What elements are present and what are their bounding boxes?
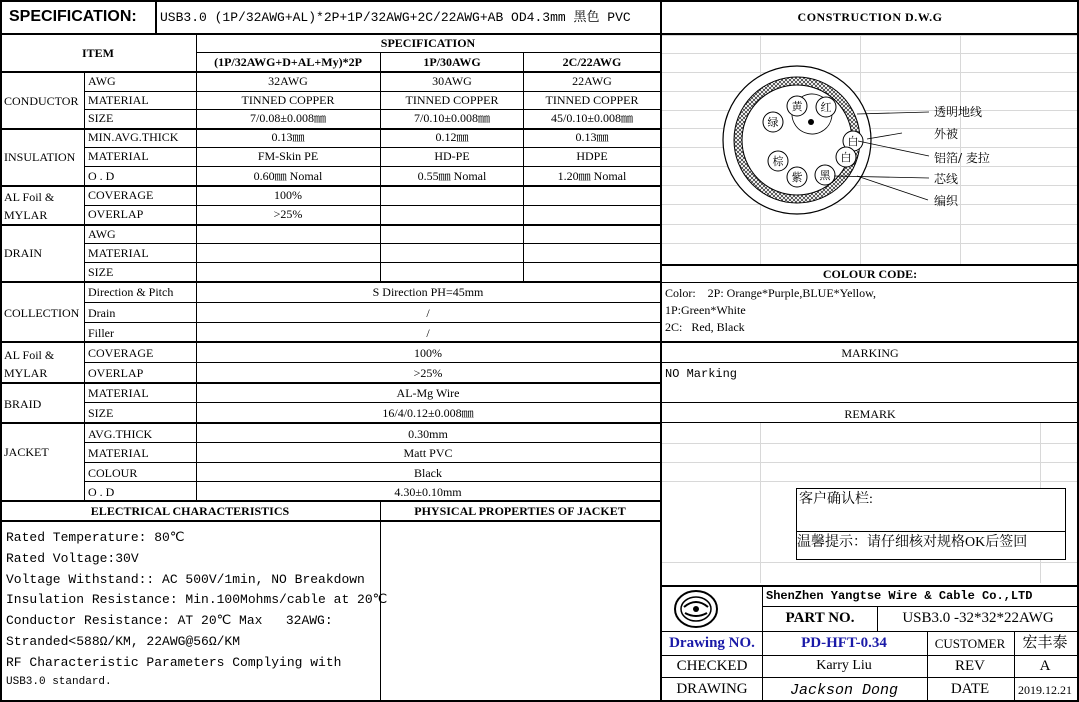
table-cell: / <box>426 306 430 320</box>
row-sublabel: MATERIAL <box>88 246 149 260</box>
electrical-line: Voltage Withstand:: AC 500V/1min, NO Breakdown <box>6 571 365 587</box>
table-cell: 32AWG <box>268 74 308 88</box>
group-al-foil-1b: MYLAR <box>4 208 48 222</box>
rev-value: A <box>1039 658 1051 674</box>
row-sublabel: SIZE <box>88 111 114 125</box>
drawing-label: 芯线 <box>934 172 959 186</box>
electrical-line: Conductor Resistance: AT 20℃ Max 32AWG: <box>6 613 333 629</box>
row-sublabel: COVERAGE <box>88 188 154 202</box>
row-sublabel: MATERIAL <box>88 149 149 163</box>
table-cell: 100% <box>274 188 302 202</box>
group-al-foil-2b: MYLAR <box>4 366 48 380</box>
spec-header: SPECIFICATION <box>380 36 476 50</box>
marking-title: MARKING <box>841 346 899 360</box>
row-sublabel: MATERIAL <box>88 386 149 400</box>
row-sublabel: AWG <box>88 227 116 241</box>
table-cell: 0.13㎜ <box>271 130 305 144</box>
table-cell: 30AWG <box>432 74 472 88</box>
core-label: 黑 <box>819 169 831 182</box>
group-drain: DRAIN <box>4 246 42 260</box>
table-cell: AL-Mg Wire <box>396 386 460 400</box>
row-sublabel: MIN.AVG.THICK <box>88 130 179 144</box>
drawing-label: 编织 <box>934 194 959 208</box>
cable-cross-section-drawing <box>662 36 1077 264</box>
drawing-label: 外被 <box>934 127 959 141</box>
row-sublabel: SIZE <box>88 265 114 279</box>
electrical-line: Rated Temperature: 80℃ <box>6 530 185 545</box>
table-cell: FM-Skin PE <box>257 149 319 163</box>
table-cell: 0.55㎜ Nomal <box>417 169 487 183</box>
table-cell: 100% <box>414 346 442 360</box>
table-cell: 0.60㎜ Nomal <box>253 169 323 183</box>
table-cell: TINNED COPPER <box>405 93 499 107</box>
core-label: 黄 <box>791 100 803 113</box>
row-sublabel: AVG.THICK <box>88 427 153 441</box>
part-no-label: PART NO. <box>785 610 855 626</box>
electrical-line: RF Characteristic Parameters Complying with <box>6 654 342 670</box>
table-cell: Matt PVC <box>403 446 453 460</box>
row-sublabel: MATERIAL <box>88 446 149 460</box>
table-cell: Black <box>414 466 442 480</box>
row-sublabel: SIZE <box>88 406 114 420</box>
col-header-3: 2C/22AWG <box>562 55 622 69</box>
table-cell: 0.13㎜ <box>575 130 609 144</box>
group-conductor: CONDUCTOR <box>4 94 79 108</box>
row-sublabel: COLOUR <box>88 466 138 480</box>
core-label: 绿 <box>767 116 779 129</box>
group-braid: BRAID <box>4 397 42 411</box>
table-cell: TINNED COPPER <box>241 93 335 107</box>
customer-value: 宏丰泰 <box>1022 635 1068 651</box>
drain-wire <box>808 119 814 125</box>
row-sublabel: O . D <box>88 485 115 499</box>
row-sublabel: O . D <box>88 169 115 183</box>
row-sublabel: Filler <box>88 326 114 340</box>
group-al-foil-2a: AL Foil & <box>4 348 55 362</box>
table-cell: TINNED COPPER <box>545 93 639 107</box>
customer-label: CUSTOMER <box>934 636 1006 651</box>
table-cell: 7/0.10±0.008㎜ <box>414 111 490 125</box>
row-sublabel: Direction & Pitch <box>88 285 174 299</box>
table-cell: 1.20㎜ Nomal <box>557 169 627 183</box>
rev-label: REV <box>955 658 985 674</box>
electrical-line: Stranded<588Ω/KM, 22AWG@56Ω/KM <box>6 634 241 649</box>
group-collection: COLLECTION <box>4 306 80 320</box>
group-al-foil-1a: AL Foil & <box>4 190 55 204</box>
table-cell: 4.30±0.10mm <box>394 485 462 499</box>
physical-title: PHYSICAL PROPERTIES OF JACKET <box>414 504 626 518</box>
table-cell: HD-PE <box>434 149 470 163</box>
marking-value: NO Marking <box>665 367 738 381</box>
colour-code-line: Color: 2P: Orange*Purple,BLUE*Yellow, <box>665 286 876 300</box>
date-label: DATE <box>950 681 990 697</box>
electrical-line: Rated Voltage:30V <box>6 550 139 566</box>
colour-code-title: COLOUR CODE: <box>822 267 918 281</box>
drawing-no-label: Drawing NO. <box>669 635 755 651</box>
spec-title: SPECIFICATION: <box>9 8 137 25</box>
drawing-value: Jackson Dong <box>789 682 899 699</box>
remark-title: REMARK <box>844 407 896 421</box>
table-cell: HDPE <box>576 149 608 163</box>
row-sublabel: MATERIAL <box>88 93 149 107</box>
table-cell: 0.12㎜ <box>435 130 469 144</box>
core-label: 白 <box>847 135 859 148</box>
company-logo <box>672 589 720 629</box>
table-cell: >25% <box>413 366 443 380</box>
checked-value: Karry Liu <box>816 658 872 673</box>
customer-confirm-label: 客户确认栏: <box>799 492 873 507</box>
table-cell: >25% <box>273 207 303 221</box>
part-no-value: USB3.0 -32*32*22AWG <box>902 610 1054 626</box>
col-header-1: (1P/32AWG+D+AL+My)*2P <box>214 55 362 69</box>
row-sublabel: OVERLAP <box>88 366 144 380</box>
electrical-last-line: USB3.0 standard. <box>6 676 112 688</box>
drawing-label: 铝箔/ 麦拉 <box>934 151 990 165</box>
electrical-title: ELECTRICAL CHARACTERISTICS <box>90 504 290 518</box>
table-cell: 45/0.10±0.008㎜ <box>551 111 633 125</box>
customer-tip: 温馨提示：请仔细核对规格OK后签回 <box>797 531 1065 550</box>
table-cell: S Direction PH=45mm <box>372 285 484 299</box>
drawing-label: DRAWING <box>676 681 748 697</box>
row-sublabel: COVERAGE <box>88 346 154 360</box>
table-cell: 22AWG <box>572 74 612 88</box>
table-cell: 7/0.08±0.008㎜ <box>250 111 326 125</box>
colour-code-line: 1P:Green*White <box>665 303 746 317</box>
col-header-2: 1P/30AWG <box>423 55 481 69</box>
checked-label: CHECKED <box>676 658 748 674</box>
group-jacket: JACKET <box>4 445 49 459</box>
core-label: 紫 <box>791 171 803 184</box>
table-cell: 16/4/0.12±0.008㎜ <box>382 406 474 420</box>
date-value: 2019.12.21 <box>1018 683 1072 697</box>
customer-confirm-box <box>796 488 1066 560</box>
drawing-label: 透明地线 <box>934 105 983 119</box>
electrical-line: Insulation Resistance: Min.100Mohms/cable at 20℃ <box>6 592 388 608</box>
core-label: 红 <box>820 101 832 114</box>
row-sublabel: OVERLAP <box>88 207 144 221</box>
company-name: ShenZhen Yangtse Wire & Cable Co.,LTD <box>766 589 1033 603</box>
construction-title: CONSTRUCTION D.W.G <box>797 10 943 24</box>
core-label: 棕 <box>772 155 784 168</box>
drawing-no-value: PD-HFT-0.34 <box>801 635 887 651</box>
item-header: ITEM <box>81 46 115 60</box>
colour-code-line: 2C: Red, Black <box>665 320 745 334</box>
group-insulation: INSULATION <box>4 150 76 164</box>
table-cell: / <box>426 326 430 340</box>
core-label: 白 <box>840 151 852 164</box>
spec-value: USB3.0 (1P/32AWG+AL)*2P+1P/32AWG+2C/22AWG+AB OD4.3mm 黑色 PVC <box>160 10 631 25</box>
row-sublabel: Drain <box>88 306 116 320</box>
table-cell: 0.30mm <box>408 427 448 441</box>
row-sublabel: AWG <box>88 74 116 88</box>
